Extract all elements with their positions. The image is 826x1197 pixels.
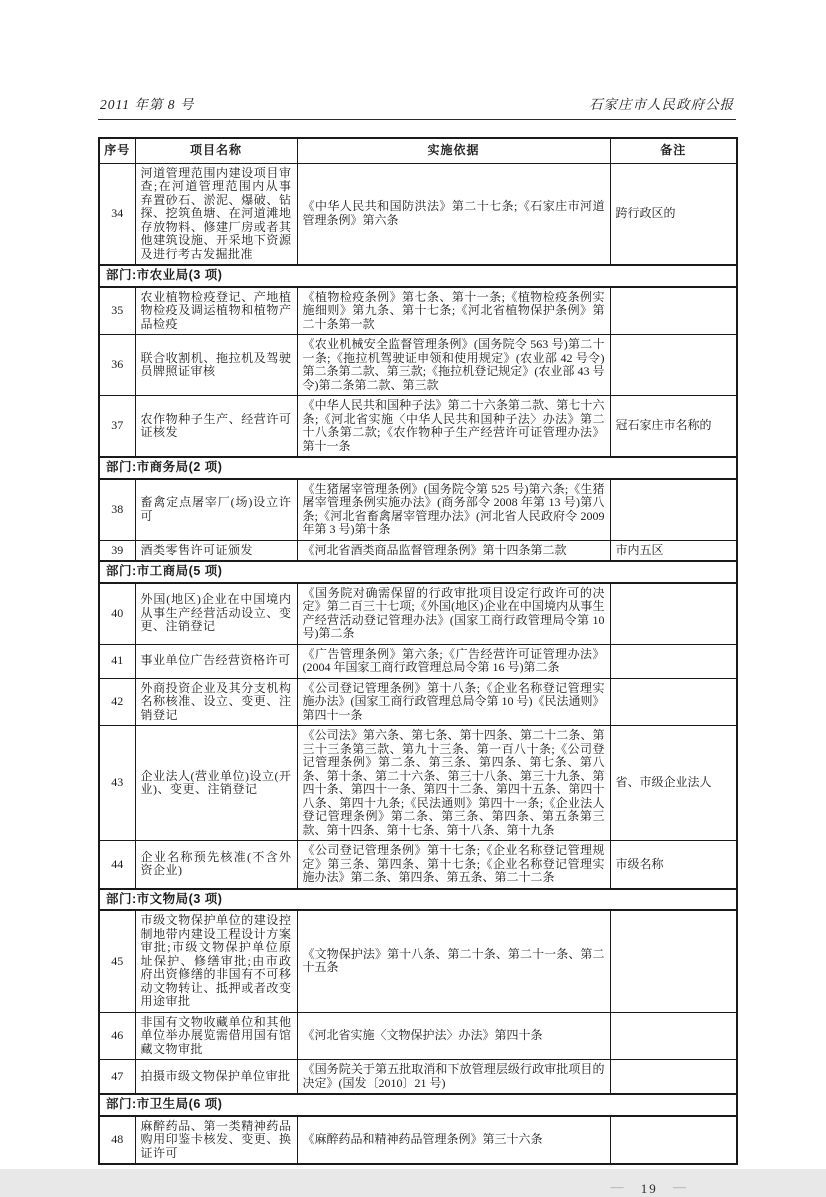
section-row	[99, 1094, 737, 1116]
cell-no: 44	[99, 841, 135, 889]
table-row	[99, 1060, 737, 1095]
cell-basis: 《国务院对确需保留的行政审批项目设定行政许可的决定》第二百三十七项;《外国(地区)企业在中国境内从事生产经营活动登记管理办法》(国家工商行政管理局令第 10 号)第二条	[297, 583, 610, 645]
col-header-serial: 序号	[99, 138, 135, 163]
cell-note	[610, 1116, 737, 1165]
cell-no: 36	[99, 335, 135, 396]
page-header	[98, 93, 736, 120]
cell-basis: 《麻醉药品和精神药品管理条例》第三十六条	[297, 1116, 610, 1165]
cell-basis: 《国务院关于第五批取消和下放管理层级行政审批项目的决定》(国发〔2010〕21 号)	[297, 1060, 610, 1095]
cell-basis: 《公司登记管理条例》第十八条;《企业名称登记管理实施办法》(国家工商行政管理总局令第 10 号)《民法通则》第四十一条	[297, 678, 610, 726]
cell-name: 拍摄市级文物保护单位审批	[135, 1060, 297, 1095]
cell-note	[610, 335, 737, 396]
cell-no: 42	[99, 678, 135, 726]
cell-basis: 《广告管理条例》第六条;《广告经营许可证管理办法》(2004 年国家工商行政管理总局令第 16 号)第二条	[297, 644, 610, 678]
page-number: 19	[640, 1181, 658, 1196]
table-row	[99, 335, 737, 396]
cell-no: 38	[99, 479, 135, 541]
cell-basis: 《农业机械安全监督管理条例》(国务院令 563 号)第二十一条;《拖拉机驾驶证申领和使用规定》(农业部 42 号令)第二条第二款、第三款;《拖拉机登记规定》(农业部 43 号令)第二条第二款、第三款	[297, 335, 610, 396]
section-label: 部门:市文物局(3 项)	[99, 889, 737, 911]
table-row	[99, 583, 737, 645]
cell-basis: 《文物保护法》第十八条、第二十条、第二十一条、第二十五条	[297, 910, 610, 1012]
approval-table-body	[99, 163, 737, 1164]
cell-name: 事业单位广告经营资格许可	[135, 644, 297, 678]
cell-name: 河道管理范围内建设项目审查;在河道管理范围内从事弃置砂石、淤泥、爆破、钻探、挖筑鱼塘、在河道滩地存放物料、修建厂房或者其他建筑设施、开采地下资源及进行考古发掘批准	[135, 163, 297, 265]
cell-basis: 《中华人民共和国防洪法》第二十七条;《石家庄市河道管理条例》第六条	[297, 163, 610, 265]
cell-no: 34	[99, 163, 135, 265]
table-row	[99, 841, 737, 889]
cell-note: 省、市级企业法人	[610, 726, 737, 841]
gazette-title: 石家庄市人民政府公报	[589, 97, 734, 112]
cell-note	[610, 678, 737, 726]
table-row	[99, 1012, 737, 1060]
cell-name: 麻醉药品、第一类精神药品购用印鉴卡核发、变更、换证许可	[135, 1116, 297, 1165]
col-header-project-name: 项目名称	[135, 138, 297, 163]
cell-no: 41	[99, 644, 135, 678]
section-label: 部门:市卫生局(6 项)	[99, 1094, 737, 1116]
cell-no: 39	[99, 540, 135, 561]
table-row	[99, 163, 737, 265]
cell-basis: 《公司法》第六条、第七条、第十四条、第二十二条、第三十三条第三款、第九十三条、第一百八十条;《公司登记管理条例》第二条、第三条、第四条、第七条、第八条、第十条、第二十六条、第三十八条、第三十九条、第四十条、第四十一条、第四十二条、第四十五条、第四十八条、第四十九条;《民法通则》第四十一条;《企业法人登记管理条例》第二条、第三条、第四条、第五条第三款、第十四条、第十七条、第十八条、第十九条	[297, 726, 610, 841]
cell-note	[610, 1012, 737, 1060]
cell-basis: 《河北省酒类商品监督管理条例》第十四条第二款	[297, 540, 610, 561]
cell-basis: 《公司登记管理条例》第十七条;《企业名称登记管理规定》第三条、第四条、第十七条;《企业名称登记管理实施办法》第二条、第四条、第五条、第二十二条	[297, 841, 610, 889]
cell-basis: 《生猪屠宰管理条例》(国务院令第 525 号)第六条;《生猪屠宰管理条例实施办法》(商务部令 2008 年第 13 号)第八条;《河北省畜禽屠宰管理办法》(河北省人民政府令 2009 年第 3 号)第十条	[297, 479, 610, 541]
cell-note	[610, 644, 737, 678]
cell-note	[610, 479, 737, 541]
cell-note	[610, 1060, 737, 1095]
section-label: 部门:市工商局(5 项)	[99, 561, 737, 583]
table-row	[99, 1116, 737, 1165]
cell-note	[610, 910, 737, 1012]
col-header-implementation-basis: 实施依据	[297, 138, 610, 163]
table-row	[99, 540, 737, 561]
cell-basis: 《河北省实施〈文物保护法〉办法》第四十条	[297, 1012, 610, 1060]
cell-no: 37	[99, 396, 135, 458]
cell-no: 40	[99, 583, 135, 645]
footer-dash-left: —	[610, 1179, 626, 1194]
col-header-remarks: 备注	[610, 138, 737, 163]
cell-name: 农业植物检疫登记、产地植物检疫及调运植物和植物产品检疫	[135, 287, 297, 335]
table-row	[99, 479, 737, 541]
cell-note: 市内五区	[610, 540, 737, 561]
cell-name: 畜禽定点屠宰厂(场)设立许可	[135, 479, 297, 541]
cell-no: 47	[99, 1060, 135, 1095]
footer-dash-right: —	[673, 1179, 688, 1194]
cell-note: 冠石家庄市名称的	[610, 396, 737, 458]
cell-name: 非国有文物收藏单位和其他单位举办展览需借用国有馆藏文物审批	[135, 1012, 297, 1060]
section-row	[99, 457, 737, 479]
cell-no: 35	[99, 287, 135, 335]
cell-basis: 《中华人民共和国种子法》第二十六条第二款、第七十六条;《河北省实施〈中华人民共和国种子法〉办法》第二十八条第二款;《农作物种子生产经营许可证管理办法》第十一条	[297, 396, 610, 458]
cell-name: 外商投资企业及其分支机构名称核准、设立、变更、注销登记	[135, 678, 297, 726]
cell-note: 跨行政区的	[610, 163, 737, 265]
table-row	[99, 396, 737, 458]
table-row	[99, 910, 737, 1012]
section-label: 部门:市农业局(3 项)	[99, 265, 737, 287]
table-row	[99, 726, 737, 841]
section-row	[99, 561, 737, 583]
approval-items-table	[98, 137, 738, 1165]
cell-name: 联合收割机、拖拉机及驾驶员牌照证审核	[135, 335, 297, 396]
cell-basis: 《植物检疫条例》第七条、第十一条;《植物检疫条例实施细则》第九条、第十七条;《河北省植物保护条例》第二十条第一款	[297, 287, 610, 335]
cell-name: 企业法人(营业单位)设立(开业)、变更、注销登记	[135, 726, 297, 841]
section-row	[99, 265, 737, 287]
section-label: 部门:市商务局(2 项)	[99, 457, 737, 479]
page-content	[98, 93, 736, 1197]
page-footer	[98, 1181, 736, 1197]
table-header-row	[99, 138, 737, 163]
cell-no: 45	[99, 910, 135, 1012]
table-row	[99, 678, 737, 726]
issue-number: 2011 年第 8 号	[100, 97, 195, 112]
cell-no: 46	[99, 1012, 135, 1060]
cell-name: 农作物种子生产、经营许可证核发	[135, 396, 297, 458]
cell-no: 43	[99, 726, 135, 841]
cell-note: 市级名称	[610, 841, 737, 889]
section-row	[99, 889, 737, 911]
cell-note	[610, 583, 737, 645]
cell-note	[610, 287, 737, 335]
cell-name: 酒类零售许可证颁发	[135, 540, 297, 561]
cell-name: 外国(地区)企业在中国境内从事生产经营活动设立、变更、注销登记	[135, 583, 297, 645]
cell-name: 企业名称预先核准(不含外资企业)	[135, 841, 297, 889]
cell-no: 48	[99, 1116, 135, 1165]
table-row	[99, 287, 737, 335]
cell-name: 市级文物保护单位的建设控制地带内建设工程设计方案审批;市级文物保护单位原址保护、修缮审批;由市政府出资修缮的非国有不可移动文物转让、抵押或者改变用途审批	[135, 910, 297, 1012]
table-row	[99, 644, 737, 678]
